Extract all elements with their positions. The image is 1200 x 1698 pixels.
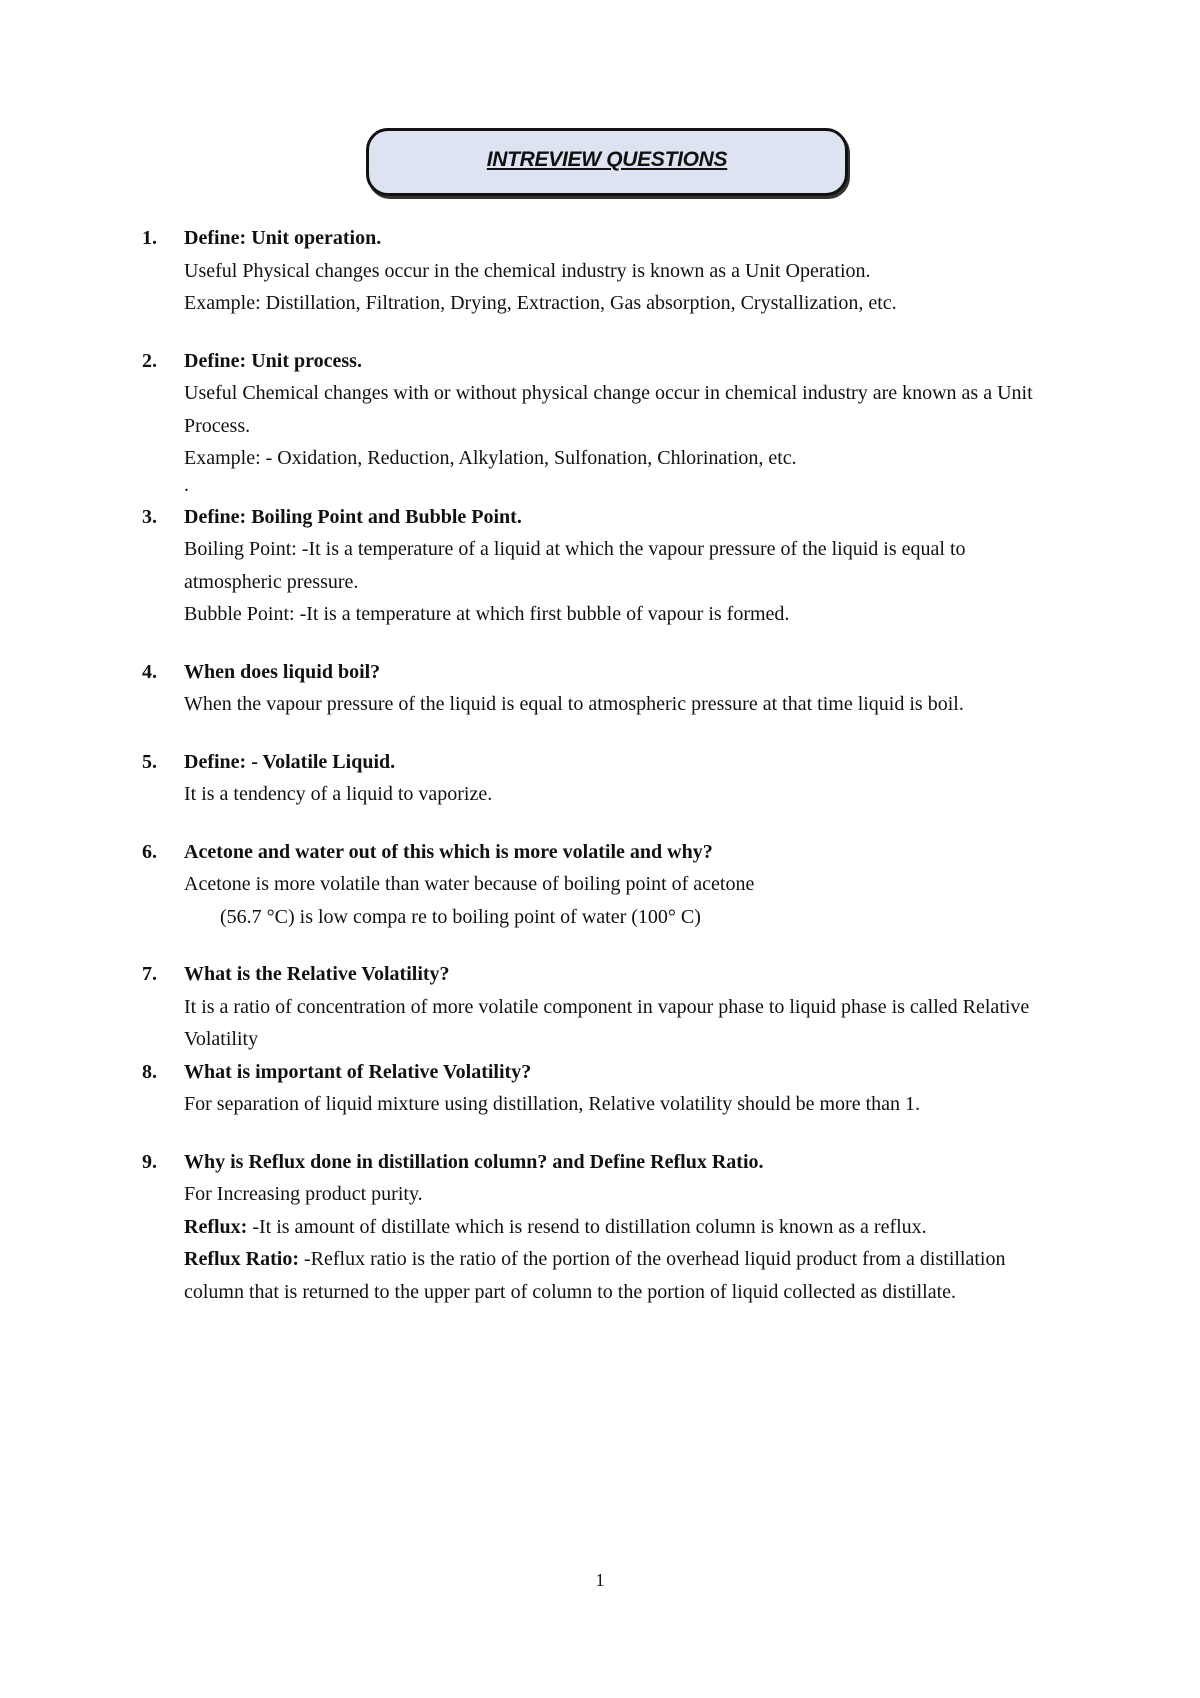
answer-line: For separation of liquid mixture using distillation, Relative volatility should be more than 1.	[184, 1093, 921, 1115]
answer-line: Acetone is more volatile than water because of boiling point of acetone	[184, 873, 755, 895]
question-number: 3.	[142, 505, 157, 528]
question-item-1	[142, 222, 1062, 320]
question-title: Why is Reflux done in distillation column? and Define Reflux Ratio.	[184, 1150, 764, 1173]
answer-line-indented: (56.7 °C) is low compa re to boiling point of water (100° C)	[220, 905, 701, 928]
question-number: 9.	[142, 1150, 157, 1173]
answer-line: Example: Distillation, Filtration, Drying, Extraction, Gas absorption, Crystallization, etc.	[184, 292, 897, 314]
page-title: INTREVIEW QUESTIONS	[486, 148, 728, 171]
question-title: When does liquid boil?	[184, 660, 381, 683]
reflux-ratio-text: -Reflux ratio is the ratio of the portion of the overhead liquid product from a distillation column that is returned to the upper part of column to the portion of liquid collected as distillate.	[184, 1248, 1006, 1303]
question-title: Define: Unit operation.	[184, 227, 382, 249]
reflux-definition	[184, 1211, 1062, 1244]
question-item-6	[142, 836, 1062, 934]
question-item-7	[142, 958, 1062, 1056]
trailing-mark: .	[184, 473, 189, 496]
question-number: 4.	[142, 660, 157, 683]
title-box	[366, 128, 848, 196]
answer-line: For Increasing product purity.	[184, 1183, 423, 1205]
answer-line: It is a ratio of concentration of more volatile component in vapour phase to liquid phase is called Relative Volatility	[184, 995, 1030, 1050]
question-title: Define: - Volatile Liquid.	[184, 750, 396, 773]
answer-line: Boiling Point: -It is a temperature of a liquid at which the vapour pressure of the liquid is equal to atmospheric pressure.	[184, 538, 966, 593]
question-list	[142, 222, 1062, 1308]
question-item-2	[142, 345, 1062, 501]
question-number: 6.	[142, 840, 157, 863]
answer-line: It is a tendency of a liquid to vaporize.	[184, 783, 493, 805]
question-item-8	[142, 1056, 1062, 1121]
question-title: What is the Relative Volatility?	[184, 963, 450, 985]
reflux-label: Reflux:	[184, 1215, 248, 1238]
answer-line: When the vapour pressure of the liquid is equal to atmospheric pressure at that time liquid is boil.	[184, 693, 964, 715]
answer-line: Useful Physical changes occur in the chemical industry is known as a Unit Operation.	[184, 259, 871, 282]
answer-line: Useful Chemical changes with or without physical change occur in chemical industry are known as a Unit Process.	[184, 382, 1033, 437]
question-title: Define: Unit process.	[184, 349, 362, 372]
question-item-3	[142, 501, 1062, 631]
question-number: 8.	[142, 1060, 157, 1083]
reflux-ratio-label: Reflux Ratio:	[184, 1248, 299, 1270]
question-number: 1.	[142, 227, 157, 249]
question-number: 5.	[142, 750, 157, 773]
question-item-5	[142, 746, 1062, 811]
question-number: 2.	[142, 349, 157, 372]
answer-line: Example: - Oxidation, Reduction, Alkylation, Sulfonation, Chlorination, etc.	[184, 447, 797, 469]
reflux-text: -It is amount of distillate which is resend to distillation column is known as a reflux.	[247, 1215, 927, 1238]
question-title: Acetone and water out of this which is more volatile and why?	[184, 840, 713, 863]
question-item-9	[142, 1146, 1062, 1309]
question-title: What is important of Relative Volatility?	[184, 1060, 532, 1083]
question-item-4	[142, 656, 1062, 721]
reflux-ratio-definition	[184, 1243, 1062, 1308]
page-number: 1	[595, 1570, 605, 1590]
question-title: Define: Boiling Point and Bubble Point.	[184, 505, 522, 528]
question-number: 7.	[142, 963, 157, 985]
answer-line: Bubble Point: -It is a temperature at which first bubble of vapour is formed.	[184, 603, 790, 625]
